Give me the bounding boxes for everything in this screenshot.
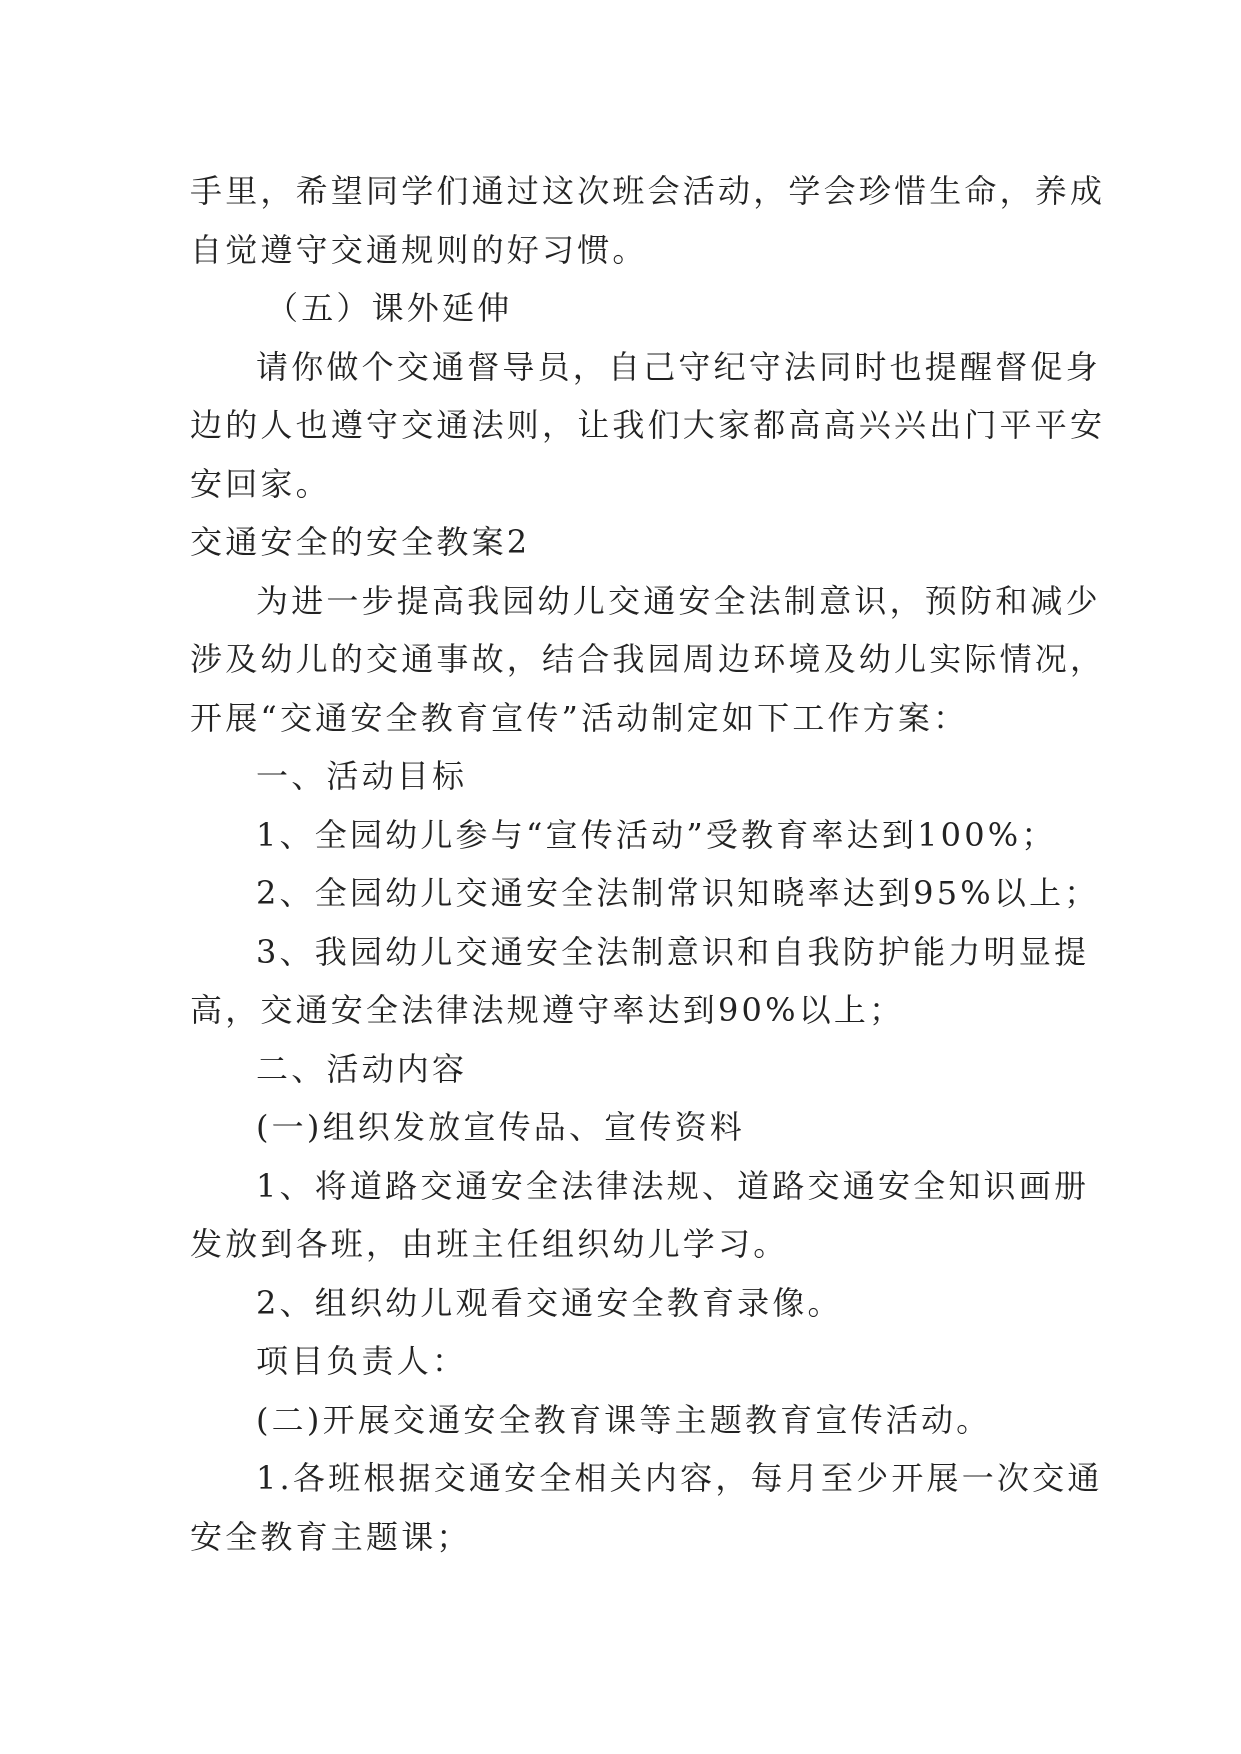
text-line: 二、活动内容	[256, 1049, 468, 1088]
text-line: 项目负责人：	[256, 1342, 468, 1380]
text-line: 边的人也遵守交通法则，让我们大家都高高兴兴出门平平安	[190, 406, 1106, 444]
text-line: 一、活动目标	[256, 757, 468, 795]
text-line: (一)组织发放宣传品、宣传资料	[256, 1108, 745, 1146]
text-line: 1.各班根据交通安全相关内容，每月至少开展一次交通	[256, 1459, 1103, 1497]
text-line: 高，交通安全法律法规遵守率达到90%以上；	[190, 991, 905, 1029]
text-line: 1、全园幼儿参与“宣传活动”受教育率达到100%；	[256, 815, 1057, 854]
text-line: 2、全园幼儿交通安全法制常识知晓率达到95%以上；	[256, 874, 1100, 912]
text-line: 安全教育主题课；	[190, 1517, 472, 1556]
text-line: 请你做个交通督导员，自己守纪守法同时也提醒督促身	[256, 347, 1101, 386]
text-line: 2、组织幼儿观看交通安全教育录像。	[256, 1283, 843, 1322]
text-line: (二)开展交通安全教育课等主题教育宣传活动。	[256, 1400, 992, 1439]
text-line: 涉及幼儿的交通事故，结合我园周边环境及幼儿实际情况，	[190, 640, 1106, 678]
text-line: 手里，希望同学们通过这次班会活动，学会珍惜生命，养成	[190, 172, 1106, 210]
text-line: 发放到各班，由班主任组织幼儿学习。	[190, 1225, 789, 1263]
document-body	[190, 162, 1106, 1566]
text-line: 1、将道路交通安全法律法规、道路交通安全知识画册	[256, 1166, 1090, 1205]
text-line: 开展“交通安全教育宣传”活动制定如下工作方案：	[190, 698, 969, 737]
text-line: 为进一步提高我园幼儿交通安全法制意识，预防和减少	[256, 581, 1101, 620]
text-line: 3、我园幼儿交通安全法制意识和自我防护能力明显提	[256, 932, 1090, 971]
text-line: 自觉遵守交通规则的好习惯。	[190, 230, 648, 269]
text-line: 交通安全的安全教案2	[190, 523, 531, 561]
text-line: （五）课外延伸	[266, 289, 513, 327]
text-line: 安回家。	[190, 464, 331, 503]
